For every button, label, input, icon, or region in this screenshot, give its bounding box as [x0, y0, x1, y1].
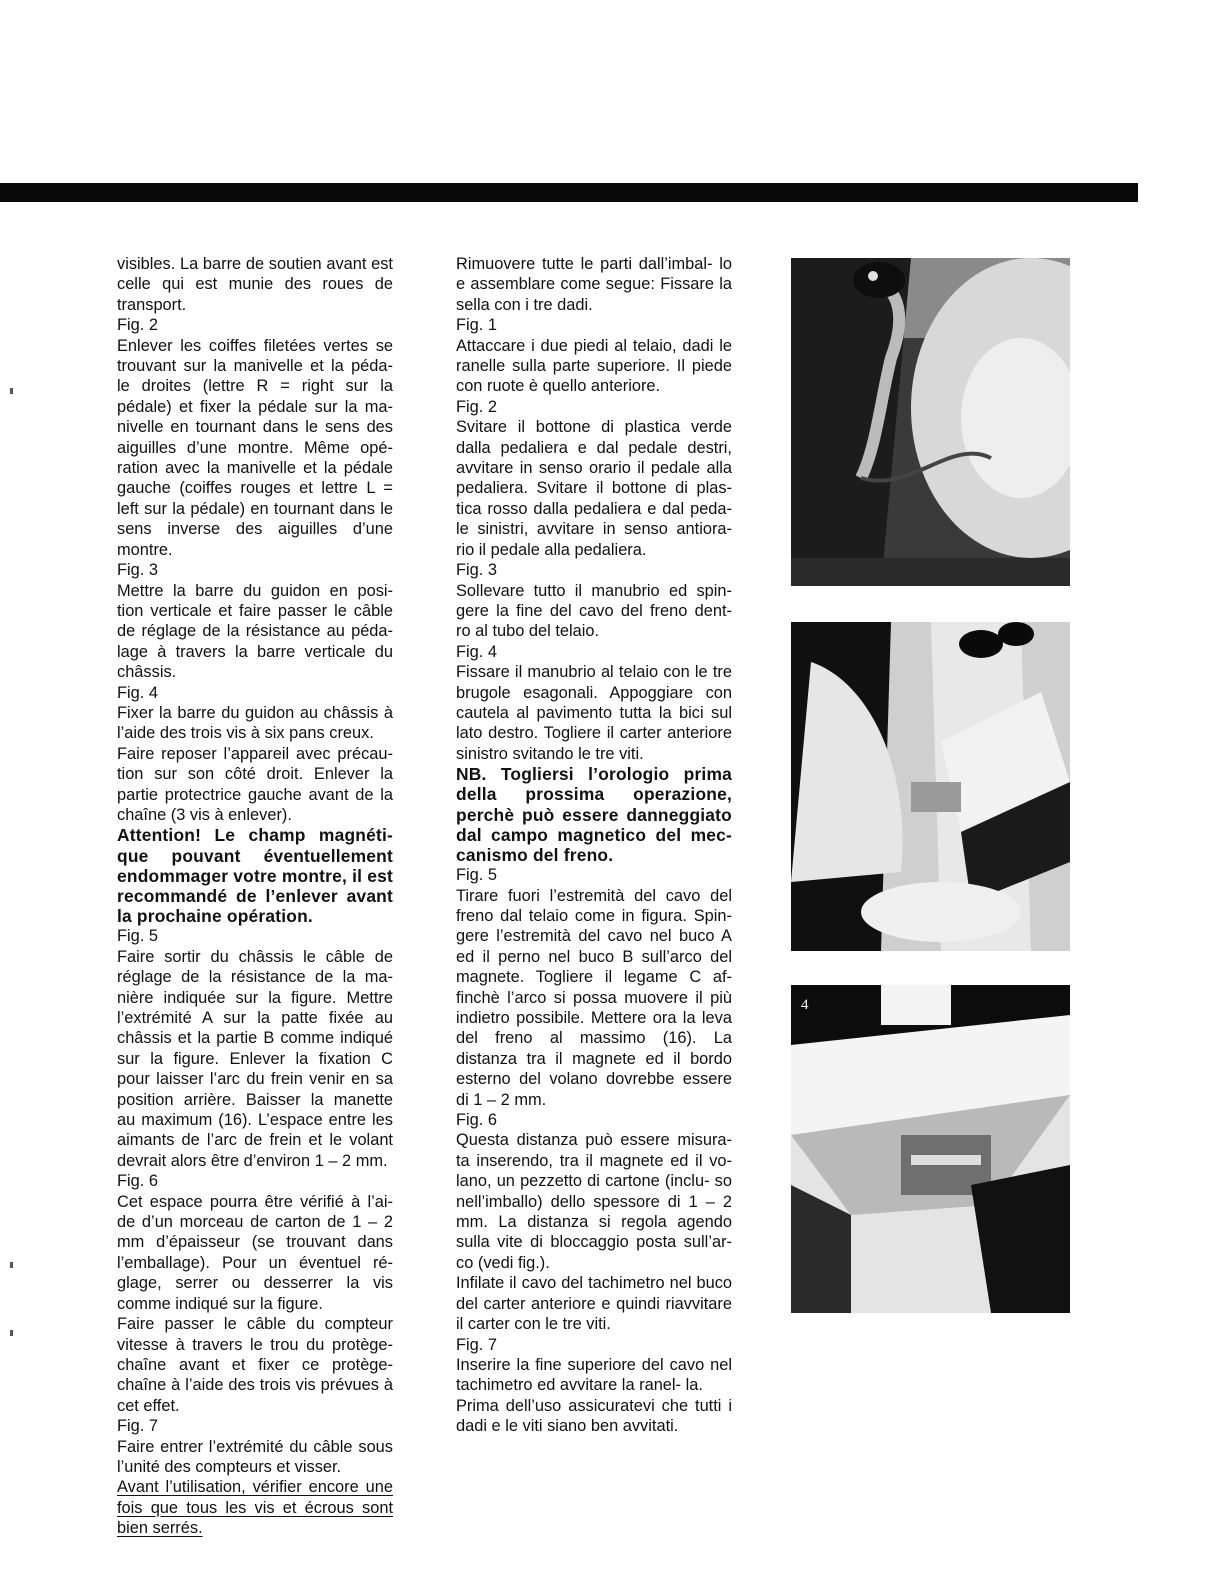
figure-reference: Fig. 2: [117, 316, 158, 335]
body-paragraph: visibles. La barre de soutien avant est celle qui est munie des roues de transport.: [117, 255, 393, 314]
margin-mark: [10, 388, 13, 394]
margin-mark: [10, 1330, 13, 1336]
photo-number: 2: [803, 272, 811, 288]
figure-reference: Fig. 7: [456, 1335, 497, 1354]
body-paragraph: Svitare il bottone di plastica verde dalla pedaliera e dal pedale destri, avvitare in senso orario il pedale alla pedaliera. Svitare il bottone di plas- tica rosso dalla pedaliera e dal peda- le sinistri, avvitare in senso antiora- rio il pedale alla pedaliera.: [456, 418, 732, 559]
body-paragraph: Inserire la fine superiore del cavo nel tachimetro ed avvitare la ranel- la.: [456, 1355, 732, 1395]
margin-mark: [10, 1262, 13, 1268]
figure-reference: Fig. 6: [456, 1111, 497, 1130]
body-paragraph: Rimuovere tutte le parti dall’imbal- lo e assemblare come segue: Fissare la sella con i tre dadi.: [456, 255, 732, 314]
body-paragraph: Infilate il cavo del tachimetro nel buco del carter anteriore e quindi riavvitare il carter con le tre viti.: [456, 1274, 732, 1334]
figure-reference: Fig. 6: [117, 1172, 158, 1191]
figure-reference: Fig. 2: [456, 397, 497, 416]
italian-text-column: [456, 254, 732, 1437]
figure-2-photo: [791, 258, 1070, 586]
figure-reference: Fig. 3: [117, 561, 158, 580]
figure-reference: Fig. 3: [456, 561, 497, 580]
body-paragraph: Faire passer le câble du compteur vitesse à travers le trou du protège- chaîne avant et fixer ce protège- chaîne à l’aide des trois vis prévues à cet effet.: [117, 1315, 393, 1415]
body-paragraph: Cet espace pourra être vérifié à l’ai- de d’un morceau de carton de 1 – 2 mm d’épaisseur (se trouvant dans l’emballage). Pour un éventuel ré- glage, serrer ou desserrer la vis comme indiqué sur la figure.: [117, 1192, 393, 1313]
figure-reference: Fig. 1: [456, 316, 497, 335]
body-paragraph: Faire entrer l’extrémité du câble sous l’unité des compteurs et visser.: [117, 1437, 393, 1476]
warning-paragraph: NB. Togliersi l’orologio prima della prossima operazione, perchè può essere danneggiato dal campo magnetico del mec- canismo del freno.: [456, 764, 732, 865]
figure-reference: Fig. 5: [117, 927, 158, 946]
body-paragraph: Enlever les coiffes filetées vertes se trouvant sur la manivelle et la péda- le droites (lettre R = right sur la pédale) et fixer la pédale sur la ma- nivelle en tournant dans le sens des aiguilles d’une montre. Même opé- ration avec la manivelle et la pédale gauche (coiffes rouges et lettre L = left sur la pédale) en tournant dans le sens inverse des aiguilles d’une montre.: [117, 336, 393, 559]
header-rule: [0, 183, 1138, 202]
warning-paragraph: Attention! Le champ magnéti- que pouvant éventuellement endommager votre montre, il est recommandé de l’enlever avant la prochaine opération.: [117, 825, 393, 927]
figure-reference: Fig. 5: [456, 866, 497, 885]
figure-reference: Fig. 7: [117, 1417, 158, 1436]
body-paragraph: Faire reposer l’appareil avec précau- tion sur son côté droit. Enlever la partie protectrice gauche avant de la chaîne (3 vis à enlever).: [117, 744, 393, 824]
body-paragraph: Mettre la barre du guidon en posi- tion verticale et faire passer le câble de réglage de la résistance au péda- lage à travers la barre verticale du châssis.: [117, 581, 393, 682]
body-paragraph: Faire sortir du châssis le câble de réglage de la résistance de la ma- nière indiquée sur la figure. Mettre l’extrémité A sur la patte fixée au châssis et la partie B comme indiqué sur la figure. Enlever la fixation C pour laisser l’arc du frein venir en sa position arrière. Baisser la manette au maximum (16). L’espace entre les aimants de l’arc de frein et le volant devrait alors être d’environ 1 – 2 mm.: [117, 947, 393, 1170]
body-paragraph: Prima dell’uso assicuratevi che tutti i dadi e le viti siano ben avvitati.: [456, 1396, 732, 1436]
figure-reference: Fig. 4: [117, 683, 158, 702]
body-paragraph: Fissare il manubrio al telaio con le tre brugole esagonali. Appoggiare con cautela al pavimento tutta la bici sul lato destro. Togliere il carter anteriore sinistro svitando le tre viti.: [456, 663, 732, 763]
figure-reference: Fig. 4: [456, 642, 497, 661]
body-paragraph: Avant l’utilisation, vérifier encore une fois que tous les vis et écrous sont bien serrés.: [117, 1478, 393, 1538]
photo-number: 4: [801, 997, 809, 1013]
figure-3-photo: [791, 622, 1070, 951]
figure-4-photo: [791, 985, 1070, 1313]
french-text-column: [117, 254, 393, 1539]
body-paragraph: Tirare fuori l’estremità del cavo del freno dal telaio come in figura. Spin- gere l’estremità del cavo nel buco A ed il perno nel buco B sull’arco del magnete. Togliere il legame C af- finchè l’arco si possa muovere il più indietro possibile. Mettere ora la leva del freno al massimo (16). La distanza tra il magnete ed il bordo esterno del volano dovrebbe essere di 1 – 2 mm.: [456, 886, 732, 1109]
body-paragraph: Sollevare tutto il manubrio ed spin- gere la fine del cavo del freno dent- ro al tubo del telaio.: [456, 581, 732, 641]
body-paragraph: Attaccare i due piedi al telaio, dadi le ranelle sulla parte superiore. Il piede con ruote è quello anteriore.: [456, 336, 732, 396]
body-paragraph: Fixer la barre du guidon au châssis à l’aide des trois vis à six pans creux.: [117, 703, 393, 743]
body-paragraph: Questa distanza può essere misura- ta inserendo, tra il magnete ed il vo- lano, un pezzetto di cartone (inclu- so nell’imballo) dello spessore di 1 – 2 mm. La distanza si regola agendo sulla vite di bloccaggio posta sull’ar- co (vedi fig.).: [456, 1131, 732, 1272]
